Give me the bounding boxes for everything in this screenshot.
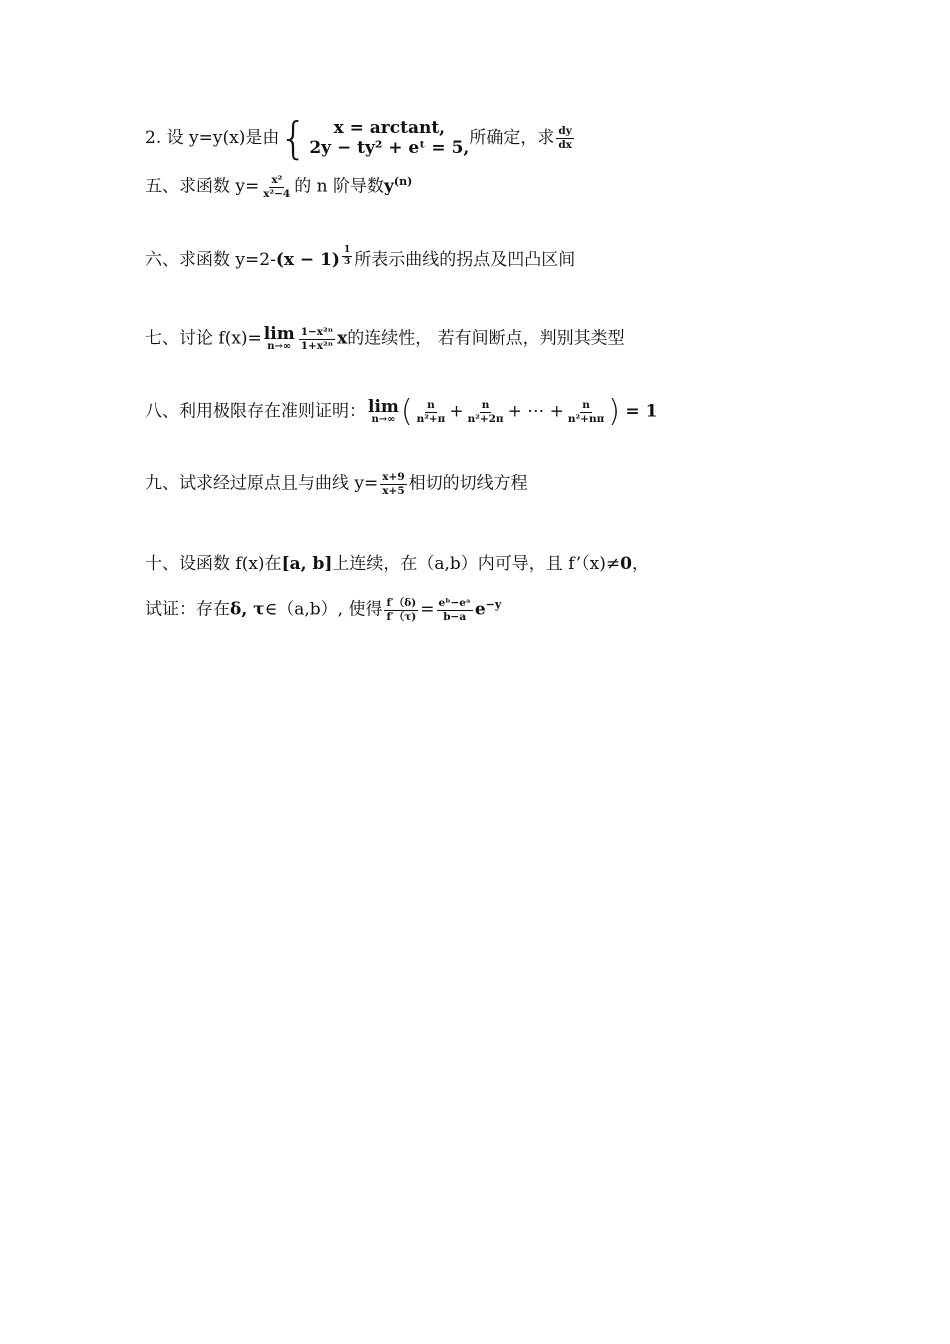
q8-prefix: 八、利用极限存在准则证明： — [145, 401, 366, 422]
question-8 — [145, 394, 658, 429]
q5-fraction — [261, 175, 292, 199]
question-2 — [145, 112, 576, 164]
q6-exponent — [342, 246, 352, 267]
q6-prefix: 六、求函数 y=2- — [145, 250, 276, 270]
question-5 — [145, 175, 412, 199]
q7-expr: x — [337, 328, 348, 349]
question-7 — [145, 326, 625, 352]
frac-denominator: n²+2π — [467, 412, 504, 425]
frac-denominator: n²+π — [416, 412, 446, 425]
q7-limit — [264, 326, 295, 352]
frac-numerator: 1−x²ⁿ — [300, 326, 334, 338]
left-paren: ( — [400, 394, 413, 429]
frac-numerator: x+9 — [382, 471, 405, 483]
q5-prefix: 五、求函数 y= — [145, 176, 260, 197]
lim-subscript: n→∞ — [371, 414, 396, 425]
dy-dx-fraction — [556, 126, 574, 150]
plus-sign: + — [449, 401, 464, 422]
q2-prefix: 2. 设 y=y(x)是由 — [145, 127, 280, 148]
q8-term-3 — [566, 400, 606, 424]
question-9 — [145, 472, 528, 496]
q10b-fraction-1 — [384, 598, 418, 622]
q7-fraction — [299, 327, 335, 351]
q7-suffix: 的连续性， 若有间断点，判别其类型 — [347, 328, 625, 349]
q8-term-2 — [466, 400, 506, 424]
equals-sign: = — [420, 599, 435, 620]
system-eq-1: x = arctant, — [333, 118, 446, 138]
frac-numerator: dy — [558, 125, 572, 138]
lim-text: lim — [263, 324, 295, 344]
q5-sup: (n) — [393, 174, 413, 188]
left-brace: { — [279, 112, 308, 164]
frac-denominator: dx — [558, 138, 572, 151]
q9-suffix: 相切的切线方程 — [408, 473, 528, 494]
q10-middle: 上连续，在（a,b）内可导，且 f’（x)≠ — [332, 554, 621, 574]
frac-numerator: eᵇ−eᵃ — [438, 597, 471, 609]
q10b-fraction-2 — [437, 598, 473, 622]
system-eq-2: 2y − ty² + eᵗ = 5, — [309, 138, 470, 159]
equation-system — [279, 112, 470, 164]
q2-middle: 所确定，求 — [469, 127, 555, 148]
q10-end: ， — [631, 554, 649, 574]
q10b-prefix: 试证：存在 — [145, 599, 230, 620]
q10b-middle: ∈（a,b）, 使得 — [264, 599, 383, 620]
question-10 — [145, 556, 649, 573]
frac-denominator: n²+nπ — [567, 412, 605, 425]
q6-suffix: 所表示曲线的拐点及凹凸区间 — [354, 250, 576, 270]
frac-numerator: n — [582, 399, 590, 411]
question-6 — [145, 245, 576, 270]
frac-numerator: n — [481, 399, 490, 411]
exp-numerator: 1 — [343, 245, 351, 255]
q7-prefix: 七、讨论 f(x)= — [145, 328, 262, 349]
q10b-e-sup: −y — [485, 597, 502, 611]
q10b-vars: δ, τ — [230, 599, 265, 620]
frac-denominator: b−a — [443, 610, 467, 623]
q5-middle: 的 n 阶导数 — [294, 176, 384, 197]
q10-prefix: 十、设函数 f(x)在 — [145, 554, 282, 574]
q6-expr: (x − 1) — [275, 250, 340, 270]
q9-fraction — [380, 472, 406, 496]
frac-denominator: x+5 — [382, 484, 405, 497]
q9-prefix: 九、试求经过原点且与曲线 y= — [145, 473, 379, 494]
q10-interval: [a, b] — [281, 554, 333, 574]
frac-numerator: n — [427, 399, 435, 411]
ellipsis-plus: + ⋯ + — [507, 401, 564, 422]
frac-numerator: f′（δ) — [386, 597, 417, 609]
lim-text: lim — [368, 397, 399, 417]
q8-term-1 — [415, 400, 448, 424]
q8-limit — [368, 399, 399, 425]
frac-denominator: f′（τ) — [386, 610, 417, 623]
frac-denominator: x²−4 — [263, 187, 291, 200]
lim-subscript: n→∞ — [267, 341, 292, 352]
q10-zero: 0 — [620, 554, 632, 574]
q10b-e: e — [474, 599, 486, 620]
question-10-continued — [145, 598, 501, 622]
q8-result: = 1 — [625, 401, 658, 422]
frac-numerator: x² — [271, 174, 283, 186]
exp-denominator: 3 — [343, 257, 351, 267]
q5-expr: y — [384, 176, 394, 197]
right-paren: ) — [608, 394, 620, 429]
frac-denominator: 1+x²ⁿ — [300, 339, 334, 352]
